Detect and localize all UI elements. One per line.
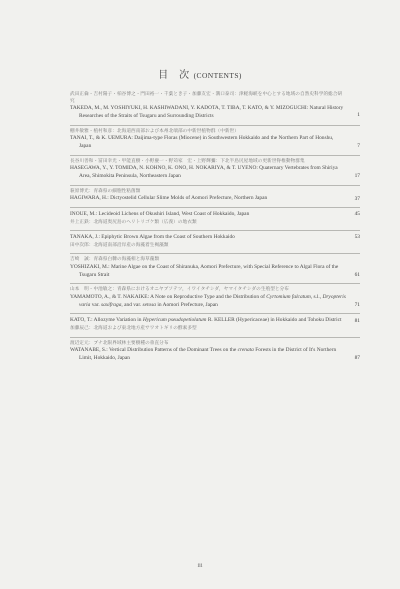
page-number: iii bbox=[197, 563, 203, 569]
contents-entry bbox=[70, 313, 360, 336]
entry-page-number: 7 bbox=[357, 142, 360, 149]
entry-english-title: HASEGAWA, Y., Y. TOMIDA, N. KOHNO, K. ONO, H. NOKARIYA, & T. UYENO: Quaternary Vertebrates from Shiriya Area, Shimokita Peninsula, Northeastern Japan bbox=[70, 165, 338, 179]
entry-english-title: YAMAMOTO, A., & T. NAKAIKE: A Note on Reproductive Type and the Distribution of Cyrtomium falcatum, s.l., Dryopteris varia var. saxifraga, and var. setosa in Aomori Prefecture, Japan bbox=[70, 294, 346, 308]
entry-page-number: 37 bbox=[354, 195, 360, 202]
entry-english-title: YOSHIZAKI, M.: Marine Algae on the Coast of Shiranuka, Aomori Prefecture, with Special Reference to Algal Flora of the Tsugaru Strait bbox=[70, 264, 339, 278]
entry-japanese-title: 萩原博光：青森県の細胞性粘菌類 bbox=[70, 188, 141, 194]
entry-japanese-title: 山本 明・中池敏之：青森県におけるオニヤブソテツ，イワイタチシダ，ヤマイタチシダの生殖型と分布 bbox=[70, 287, 290, 293]
entry-japanese-title: 渡辺定元：ブナ北限界域林主要樹種の垂直分布 bbox=[70, 340, 169, 346]
contents-entry bbox=[70, 207, 360, 230]
entry-english-title: WATANABE, S.: Vertical Distribution Patterns of the Dominant Trees on the crenata Forests in the District of It's Northern Limit, Hokkaido, Japan bbox=[70, 347, 337, 362]
contents-entry bbox=[70, 155, 360, 185]
entry-english-title: TANAI, T., & K. UEMURA: Daijima-type Floras (Miocene) in Southwestern Hokkaido and the Northern Part of Honshu, Japan bbox=[70, 135, 334, 149]
entry-page-number: 87 bbox=[354, 355, 360, 362]
entry-japanese-title: 加藤辰己：北海道および東北地方産サワオトギリの酵素多型 bbox=[70, 326, 197, 332]
entry-page-number: 1 bbox=[357, 112, 360, 119]
entry-english-title: KATO, T.: Allozyme Variation in Hypericum pseudopetiolatum R. KELLER (Hypericaceae) in Hokkaido and Tohoku District bbox=[70, 317, 342, 324]
entry-english-title: TAKEDA, M., M. YOSHIYUKI, H. KASHIWADANI, Y. KADOTA, T. TIBA, T. KATO, & Y. MIZOGUCHI: Natural History Researches of the Straits of Tsugaru and Surrounding Districts bbox=[70, 105, 344, 119]
contents-entry bbox=[70, 283, 360, 313]
entry-page-number: 81 bbox=[354, 317, 360, 324]
entry-page-number: 17 bbox=[354, 172, 360, 179]
entry-page-number: 53 bbox=[354, 234, 360, 241]
entry-japanese-title: 田中次郎：北海道南部沿岸産の海藻着生褐藻類 bbox=[70, 242, 169, 248]
entry-japanese-title: 吉崎 誠：青森県白糠の海藻相と海草藻類 bbox=[70, 257, 160, 263]
entry-japanese-title: 武田正倫・吉村陽子・柏谷博之・門田裕一・千葉とき子・加藤友宏・溝口泰司：津軽海峡を中心とする地域の自然史科学的総合研究 bbox=[70, 92, 343, 104]
entry-english-title: TANAKA, J.: Epiphytic Brown Algae from the Coast of Southern Hokkaido bbox=[70, 234, 235, 241]
entry-japanese-title: 長谷川善和・冨田幸光・甲能直樹・小野慶一・野苅家 宏・上野輝彌：下北半島尻屋地域の更新世脊椎動物群集 bbox=[70, 158, 305, 164]
contents-title bbox=[0, 66, 400, 81]
entry-japanese-title: 井上正鉄：北海道奥尻島のヘリトリゴケ類（広義）の地衣類 bbox=[70, 219, 197, 225]
contents-entry bbox=[70, 230, 360, 253]
entry-page-number: 45 bbox=[354, 211, 360, 218]
contents-list bbox=[70, 89, 360, 367]
entry-english-title: HAGIWARA, H.: Dictyostelid Cellular Slime Molds of Aomori Prefecture, Northern Japan bbox=[70, 195, 268, 202]
contents-entry bbox=[70, 253, 360, 283]
entry-page-number: 71 bbox=[354, 301, 360, 308]
contents-entry bbox=[70, 125, 360, 155]
entry-english-title: INOUE, M.: Lecideoid Lichens of Okushiri Island, West Coast of Hokkaido, Japan bbox=[70, 210, 250, 217]
contents-entry bbox=[70, 89, 360, 125]
title-english: (CONTENTS) bbox=[193, 71, 242, 80]
title-japanese: 目 次 bbox=[158, 70, 190, 81]
contents-entry bbox=[70, 185, 360, 207]
entry-page-number: 61 bbox=[354, 271, 360, 278]
entry-japanese-title: 棚井敏雅・植村和彦：北海道西南部および本州北端部の中新世植物群（中新世） bbox=[70, 128, 239, 134]
contents-entry bbox=[70, 337, 360, 367]
